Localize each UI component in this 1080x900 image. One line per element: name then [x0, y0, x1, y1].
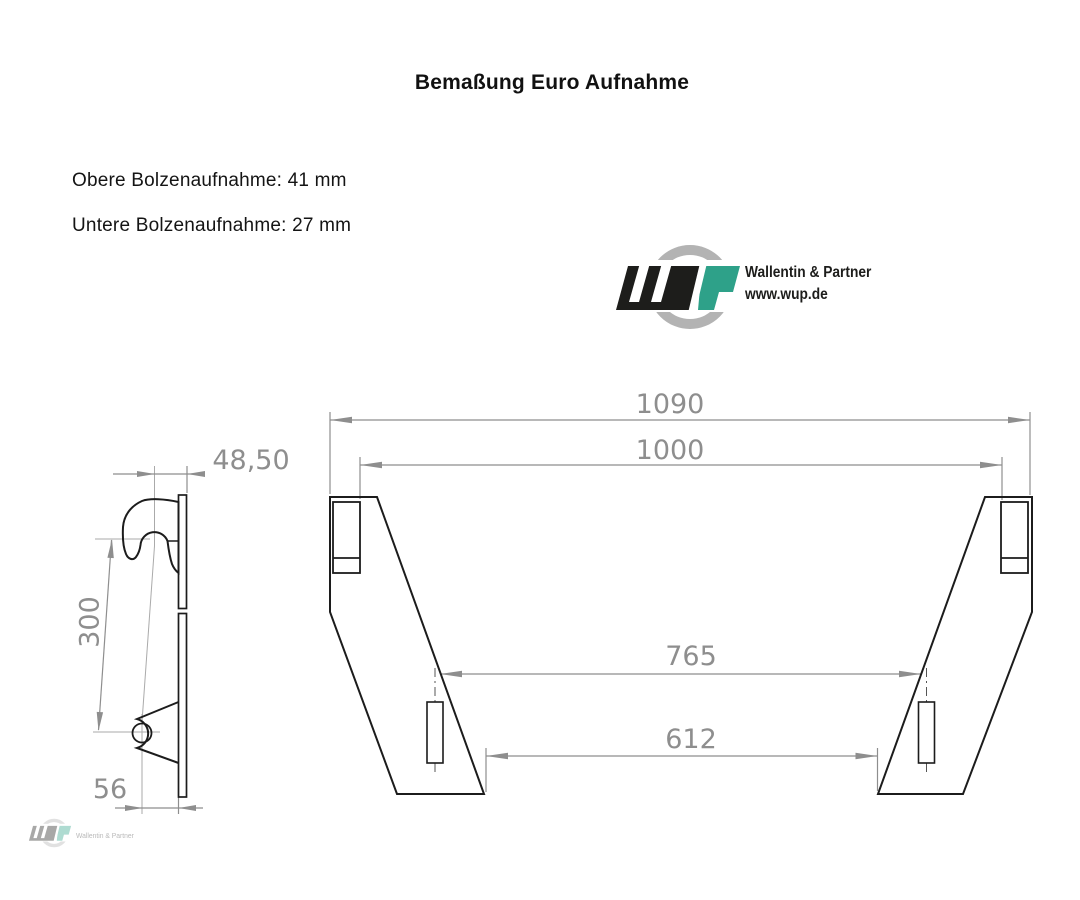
hook-profile — [123, 499, 179, 573]
spec-upper-pin: Obere Bolzenaufnahme: 41 mm — [72, 170, 347, 191]
dim-label-depth: 56 — [92, 774, 128, 805]
dim-label-pin-distance: 300 — [74, 596, 106, 648]
dim-label-mount-width: 1000 — [635, 435, 705, 466]
dim-line-hook-offset — [113, 466, 205, 493]
slot-centerlines — [435, 668, 927, 776]
side-view — [93, 466, 205, 814]
page-title: Bemaßung Euro Aufnahme — [414, 71, 690, 94]
side-view-plate — [179, 495, 187, 797]
watermark-logo-icon — [29, 820, 72, 845]
upper-hook-slots — [333, 502, 1028, 573]
front-left-plate — [330, 497, 484, 794]
watermark-company-name: Wallentin & Partner — [76, 831, 134, 840]
logo-company-name: Wallentin & Partner — [745, 264, 872, 281]
front-right-plate — [878, 497, 1032, 794]
spec-lower-pin: Untere Bolzenaufnahme: 27 mm — [72, 215, 352, 236]
dim-label-hook-offset: 48,50 — [212, 445, 290, 476]
wup-logo-icon — [616, 250, 742, 324]
dim-label-lower-inner: 612 — [665, 724, 717, 755]
dim-label-upper-inner: 765 — [665, 641, 717, 672]
dim-label-overall-width: 1090 — [635, 389, 705, 420]
logo-website: www.wup.de — [745, 286, 828, 303]
dim-line-depth — [115, 797, 203, 814]
